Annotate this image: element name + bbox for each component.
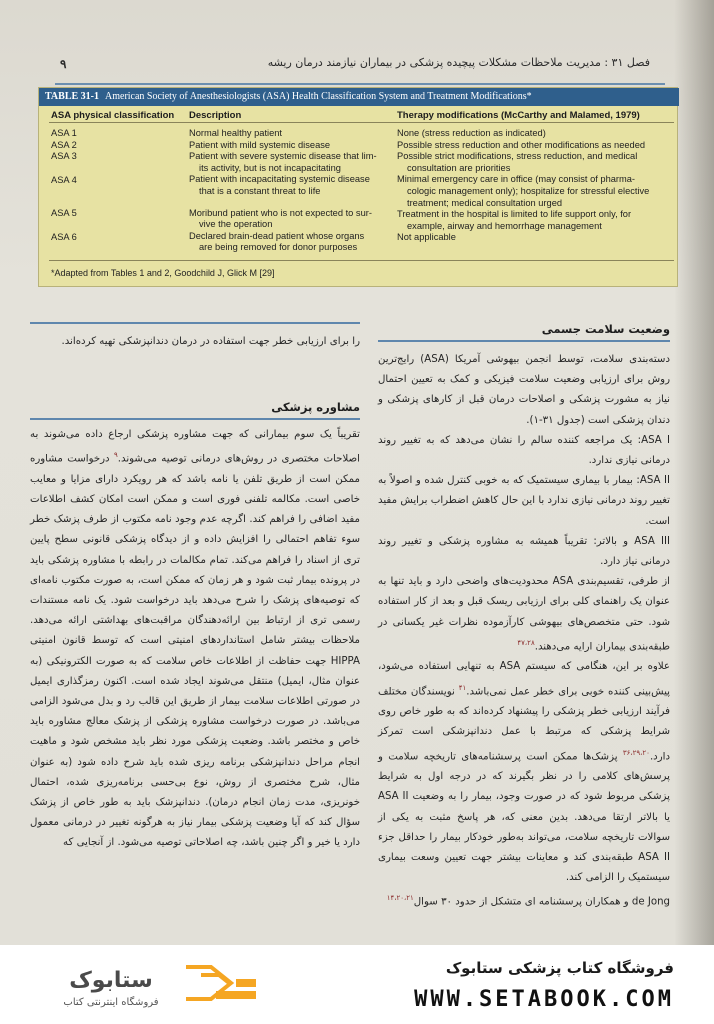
table-cell: ASA 3 — [51, 151, 77, 162]
table-cell: are being removed for donor purposes — [199, 242, 358, 253]
table-cell: ASA 1 — [51, 128, 77, 138]
citation: ۹ — [113, 451, 118, 460]
chapter-title: فصل ۳۱ : مدیریت ملاحظات مشکلات پیچیده پزشکی در بیماران نیازمند درمان ریشه — [267, 56, 650, 69]
citation: ۱۴،۲۰،۲۱ — [386, 894, 414, 903]
table-cell: vive the operation — [199, 219, 273, 230]
table-header-rule — [49, 122, 674, 123]
paragraph-text: از طرفی، تقسیم‌بندی ASA محدودیت‌های واضحی دارد و باید تنها به عنوان یک راهنمای کلی برای ارزیابی ریسک قبل و بعد از کار استفاده شود. حتی متخصص‌های بیهوشی کارآزموده نظرات غیر یکسانی در طبقه‌بندی بیماران ارایه می‌دهند. — [378, 576, 670, 653]
store-url[interactable]: WWW.SETABOOK.COM — [414, 987, 674, 1012]
table-cell: that is a constant threat to life — [199, 185, 321, 196]
table-cell: its activity, but is not incapacitating — [199, 162, 341, 173]
paragraph-text: de Jong و همکاران پرسشنامه ای متشکل از حدود ۳۰ سوال — [413, 896, 670, 908]
paragraph-text: درخواست مشاوره ممکن است از طریق تلفن یا نامه باشد که هر رویکرد دارای مزایا و معایب خاصی است. مکالمه تلفنی فوری است و ممکن است امکان کشف اطلاعات مفید اضافی را فراهم کند. اگرچه عدم وجود نامه مکتوب از طرف پزشک خطر سوء تفاهم احتمالی را افزایش داده و از دیدگاه پزشکی قانونی سطح پایین تری از اسناد را فراهم می‌کند. تمام مکالمات در رابطه با مشاوره پزشکی باید در پرونده بیمار ثبت شود و هر زمان که ممکن است، به صورت مکتوب نامه‌ای که توصیه‌های پزشک را شرح می‌دهد باید درخواست شود. یک نامه مستندات رسمی تری از ارتباط بین ارائه‌دهندگان مراقبت‌های بهداشتی ارائه می‌دهد. ملاحظات بیشتر شامل استانداردهای امنیتی است که توسط قانون امنیتی HIPPA جهت حفاظت از اطلاعات خاص سلامت که به صورت الکترونیکی (به عنوان مثال، ایمیل) منتقل می‌شوند ایجاد شده است. اکنون رمزگذاری ایمیل در صورتی اطلاعات سلامت بیمار از طریق این قالب رد و بدل می‌شود الزامی می‌باشد. در صورت درخواست مشاوره پزشکی از پزشک معالج مشاوره باید خاص و مختصر باشد. وضعیت پزشکی مورد نظر باید مشخص شود و ماهیت انجام مراحل دندانپزشکی برنامه ریزی شده باید شرح داده شود (به عنوان مثال، شرح مختصری از روش، نوع بی‌حسی برنامه‌ریزی شده، احتمال خونریزی، مدت زمان انجام درمان). دندانپزشک باید به طور خاص از پزشک سؤال کند که آیا وضعیت پزشکی بیمار نیاز به هرگونه تغییر در درمانی معمول دارد یا خیر و اگر چنین باشد، چه اصلاحاتی توصیه می‌شود. از آنجایی که — [30, 453, 360, 849]
citation: ۳۶،۲۹،۲۰ — [622, 748, 650, 757]
table-cell: Minimal emergency care in office (may consist of pharma- — [397, 174, 636, 185]
asa-table — [38, 87, 678, 287]
table-cell: Possible strict modifications, stress reduction, and medical — [397, 151, 638, 162]
paragraph — [378, 657, 670, 888]
table-cell: Treatment in the hospital is limited to life support only, for — [397, 209, 632, 220]
store-name: فروشگاه کتاب پزشکی ستابوک — [445, 959, 674, 977]
header-rule — [55, 83, 665, 85]
table-cell: Moribund patient who is not expected to sur- — [189, 207, 372, 218]
description-column — [189, 128, 377, 254]
paragraph: ASA II: بیمار با بیماری سیستمیک که به خوبی کنترل شده و اصولاً به تغییر روند درمانی نیازی ندارد با این حال کاهش اضطراب برایش مفید است. — [378, 475, 671, 527]
paragraph — [378, 888, 670, 913]
table-cell: Normal healthy patient — [189, 128, 283, 138]
heading-rule-right — [378, 340, 670, 342]
paragraph — [30, 425, 360, 854]
running-header — [60, 46, 650, 80]
binding-shadow — [674, 0, 714, 945]
table-cell: Possible stress reduction and other modifications as needed — [397, 139, 646, 150]
paragraph: ASA III و بالاتر: تقریباً همیشه به مشاوره پزشکی و تغییر روند درمانی نیاز دارد. — [378, 535, 670, 568]
citation: ۴۷،۲۸ — [517, 638, 535, 647]
table-cell: Patient with severe systemic disease that lim- — [189, 151, 377, 162]
table-cell: Not applicable — [397, 232, 456, 243]
heading-physical-health: وضعیت سلامت جسمی — [541, 322, 670, 336]
page-number: ۹ — [60, 57, 67, 71]
paragraph-text: پزشک‌ها ممکن است پرسشنامه‌های تاریخچه سلامت و پرسش‌های کلامی را در نظر بگیرند که در درجه اول به شرایط پزشکی مربوط شود که در صورت وجود، بیمار را به وضعیت ASA II یا بالاتر ارتقا می‌دهد. بدین معنی که، هر پاسخ مثبت به یکی از سوالات تاریخچه سلامت، می‌تواند به‌طور خودکار بیمار را حداقل جزء ASA II طبقه‌بندی کند و معاینات بیشتر جهت تعیین وسعت بیماری سیستمیک را الزامی کند. — [378, 751, 671, 884]
setabook-logo — [36, 957, 266, 1013]
citation: ۴۱ — [458, 683, 467, 692]
table-cell: treatment; medical consultation urged — [407, 197, 563, 208]
paragraph: دسته‌بندی سلامت، توسط انجمن بیهوشی آمریکا (ASA) رایج‌ترین روش برای ارزیابی وضعیت سلامت فیزیکی و کمک به تعیین احتمال نیاز به مشورت پزشکی و اصلاحات درمان قبل از کارهای پزشکی و دندان پزشکی است (جدول ۳۱-۱). — [378, 354, 670, 426]
paragraph: را برای ارزیابی خطر جهت استفاده در درمان دندانپزشکی تهیه کرده‌اند. — [61, 336, 360, 347]
table-number: TABLE 31-1 — [45, 91, 99, 102]
table-cell: cologic management only); hospitalize for stressful elective — [407, 185, 650, 196]
paragraph-text: نویسندگان مختلف فرآیند ارزیابی خطر پزشکی را پیشنهاد کرده‌اند که به طور خاص روی شرایط پزشکی که مرتبط با عمل دندانپزشکی است تمرکز دارد. — [378, 686, 670, 763]
heading-medical-consultation: مشاوره پزشکی — [271, 400, 360, 414]
table-title-bar — [39, 88, 679, 106]
table-cell: ASA 5 — [51, 208, 77, 219]
table-cell: Patient with mild systemic disease — [189, 139, 331, 150]
col-header-modifications: Therapy modifications (McCarthy and Malamed, 1979) — [397, 110, 640, 121]
left-column — [30, 425, 360, 854]
table-footer-rule — [49, 260, 674, 261]
table-cell: Patient with incapacitating systemic disease — [189, 174, 370, 185]
classification-column — [51, 128, 77, 244]
table-footnote: *Adapted from Tables 1 and 2, Goodchild J, Glick M [29] — [51, 268, 275, 278]
table-cell: ASA 2 — [51, 139, 77, 150]
store-footer — [0, 945, 714, 1024]
table-cell: example, airway and hemorrhage management — [407, 220, 602, 231]
col-header-description: Description — [189, 110, 242, 121]
paragraph-text: علاوه بر این، هنگامی که سیستم ASA به تنهایی استفاده می‌شود، پیش‌بینی کننده خوبی برای خطر عمل نمی‌باشد. — [378, 661, 671, 698]
table-cell: ASA 6 — [51, 231, 77, 242]
table-cell: Declared brain-dead patient whose organs — [189, 230, 365, 241]
col-header-classification: ASA physical classification — [51, 110, 175, 121]
paragraph: ASA I: یک مراجعه کننده سالم را نشان می‌دهد که به تغییر روند درمانی نیازی ندارد. — [378, 434, 670, 467]
table-cell: None (stress reduction as indicated) — [397, 128, 546, 138]
paragraph — [378, 572, 670, 657]
right-column — [378, 350, 670, 913]
logo-wordmark: ستابوک — [69, 968, 153, 993]
heading-rule-left — [30, 418, 360, 420]
column-top-rule-left — [30, 322, 360, 324]
paragraph-text: تقریباً یک سوم بیمارانی که جهت مشاوره پزشکی ارجاع داده می‌شوند به اصلاحات مختصری در روش‌های درمانی توصیه می‌شوند. — [30, 429, 361, 465]
left-column-intro — [30, 332, 360, 352]
modifications-column — [397, 128, 649, 244]
table-title: American Society of Anesthesiologists (ASA) Health Classification System and Treatment Modifications* — [105, 91, 532, 102]
table-cell: consultation are priorities — [407, 162, 511, 173]
table-cell: ASA 4 — [51, 174, 77, 185]
logo-tagline: فروشگاه اینترنتی کتاب — [63, 997, 159, 1008]
